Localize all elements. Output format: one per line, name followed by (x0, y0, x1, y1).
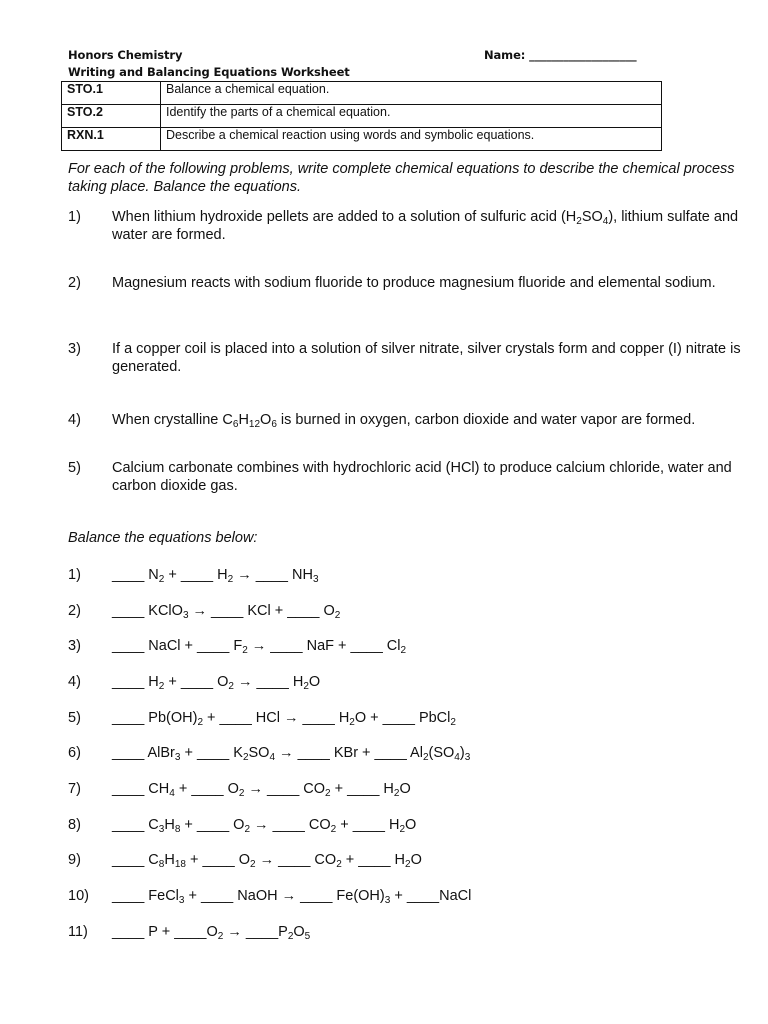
equation-number: 10) (68, 888, 89, 904)
equation-text: ____ FeCl$_3$ + ____ NaOH → ____ $Fe(OH)_3$ + ____NaCl (112, 888, 472, 906)
problem-number: 4) (68, 412, 81, 428)
instructions: For each of the following problems, write complete chemical equations to describe the chemical process taking place. Balance the equations. (68, 161, 735, 195)
name-field-label: Name: ___________________ (484, 48, 637, 62)
equation-number: 9) (68, 852, 81, 868)
equation-number: 11) (68, 924, 88, 940)
standard-row (62, 105, 662, 128)
problem-text: If a copper coil is placed into a solution of silver nitrate, silver crystals form and copper (I) nitrate is generated. (112, 341, 741, 375)
equation-text: ____ NaCl + ____ $F_2$ → ____ NaF + ____ $Cl_2$ (112, 638, 407, 656)
equation-text: ____ AlBr$_3$ + ____ $K_2SO_4$ → ____ KBr + ____ $Al_2(SO_4)_3$ (112, 745, 471, 763)
equation-text: ____ $C_3H_8$ + ____ $O_2$ → ____ $CO_2$ + ____ $H_2O$ (112, 817, 417, 835)
equation-number: 8) (68, 817, 81, 833)
equation-text: ____ $C_8H_{18}$ + ____ $O_2$ → ____ $CO_2$ + ____ $H_2O$ (112, 852, 422, 870)
problem-text: When crystalline $C_6H_{12}O_6$ is burned in oxygen, carbon dioxide and water vapor are formed. (112, 412, 696, 430)
equation-text: ____ $H_2$ + ____ $O_2$ → ____ $H_2O$ (112, 674, 321, 692)
standard-row (62, 128, 662, 151)
equation-number: 1) (68, 567, 81, 583)
standard-desc: Describe a chemical reaction using words and symbolic equations. (161, 128, 662, 151)
standard-row (62, 82, 662, 105)
standards-table (61, 81, 662, 151)
equation-number: 4) (68, 674, 81, 690)
equation-number: 3) (68, 638, 81, 654)
balance-heading: Balance the equations below: (68, 530, 258, 546)
worksheet-title: Writing and Balancing Equations Worksheet (68, 65, 350, 79)
equation-number: 5) (68, 710, 81, 726)
standard-desc: Identify the parts of a chemical equation. (161, 105, 662, 128)
equation-number: 6) (68, 745, 81, 761)
equation-text: ____ KClO$_3$ → ____ KCl + ____ $O_2$ (112, 603, 341, 621)
problem-text: Magnesium reacts with sodium fluoride to produce magnesium fluoride and elemental sodium. (112, 275, 716, 291)
equation-number: 7) (68, 781, 81, 797)
problem-number: 5) (68, 460, 81, 476)
standard-code: RXN.1 (62, 128, 161, 151)
standard-desc: Balance a chemical equation. (161, 82, 662, 105)
course-name: Honors Chemistry (68, 48, 183, 62)
equation-text: ____ $Pb(OH)_2$ + ____ HCl → ____ $H_2O$ + ____ PbCl$_2$ (112, 710, 456, 728)
equation-text: ____ $P + \_\_\_\_O_2$ → $\_\_\_\_P_2O_5$ (112, 924, 311, 942)
standard-code: STO.1 (62, 82, 161, 105)
equation-number: 2) (68, 603, 81, 619)
equation-text: ____ $N_2$ + ____ $H_2$ → ____ $NH_3$ (112, 567, 319, 585)
equation-text: ____ $CH_4$ + ____ $O_2$ → ____ $CO_2$ + ____ $H_2O$ (112, 781, 411, 799)
standard-code: STO.2 (62, 105, 161, 128)
problem-text: When lithium hydroxide pellets are added to a solution of sulfuric acid $(H_2SO_4)$, lithium sulfate and water are formed. (112, 209, 739, 243)
problem-text: Calcium carbonate combines with hydrochloric acid (HCl) to produce calcium chloride, water and carbon dioxide gas. (112, 460, 732, 494)
problem-number: 2) (68, 275, 81, 291)
problem-number: 1) (68, 209, 81, 225)
problem-number: 3) (68, 341, 81, 357)
